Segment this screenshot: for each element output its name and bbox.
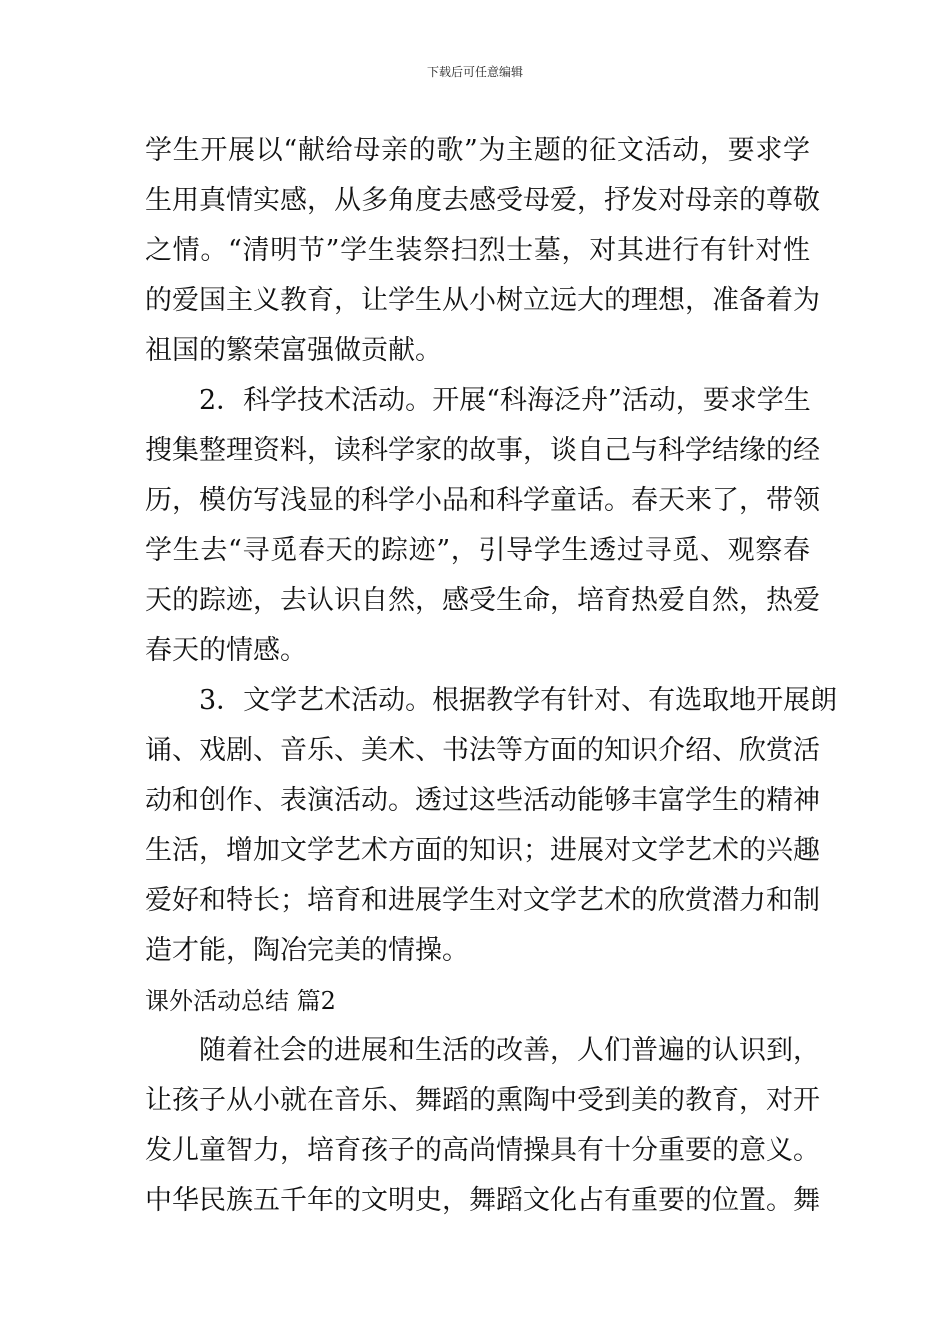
text-line: 学生去“寻觅春天的踪迹”，引导学生透过寻觅、观察春 xyxy=(145,535,810,566)
document-body xyxy=(145,126,838,1226)
text-line: 诵、戏剧、音乐、美术、书法等方面的知识介绍、欣赏活 xyxy=(145,735,820,766)
download-note: 下载后可任意编辑 xyxy=(426,65,523,79)
text-line: 之情。“清明节”学生装祭扫烈士墓，对其进行有针对性 xyxy=(145,235,810,266)
text-line: 让孩子从小就在音乐、舞蹈的熏陶中受到美的教育，对开 xyxy=(145,1085,820,1116)
text-line: 3．文学艺术活动。根据教学有针对、有选取地开展朗 xyxy=(199,685,838,716)
text-line: 天的踪迹，去认识自然，感受生命，培育热爱自然，热爱 xyxy=(145,585,820,616)
text-line: 搜集整理资料，读科学家的故事，谈自己与科学结缘的经 xyxy=(145,435,820,466)
text-line: 生用真情实感，从多角度去感受母爱，抒发对母亲的尊敬 xyxy=(145,185,820,216)
text-line: 春天的情感。 xyxy=(145,635,307,666)
text-line: 造才能，陶冶完美的情操。 xyxy=(145,935,469,966)
text-line: 生活，增加文学艺术方面的知识；进展对文学艺术的兴趣 xyxy=(145,835,820,866)
text-line: 学生开展以“献给母亲的歌”为主题的征文活动，要求学 xyxy=(145,135,810,166)
text-line: 随着社会的进展和生活的改善，人们普遍的认识到， xyxy=(199,1035,820,1066)
text-line: 2．科学技术活动。开展“科海泛舟”活动，要求学生 xyxy=(199,385,811,416)
text-line: 历，模仿写浅显的科学小品和科学童话。春天来了，带领 xyxy=(145,485,820,516)
text-line: 祖国的繁荣富强做贡献。 xyxy=(145,335,442,366)
section-title: 课外活动总结 篇2 xyxy=(145,987,336,1015)
text-line: 爱好和特长；培育和进展学生对文学艺术的欣赏潜力和制 xyxy=(145,885,820,916)
text-line: 发儿童智力，培育孩子的高尚情操具有十分重要的意义。 xyxy=(145,1135,820,1166)
text-line: 的爱国主义教育，让学生从小树立远大的理想，准备着为 xyxy=(145,285,820,316)
text-line: 动和创作、表演活动。透过这些活动能够丰富学生的精神 xyxy=(145,785,820,816)
text-line: 中华民族五千年的文明史，舞蹈文化占有重要的位置。舞 xyxy=(145,1185,820,1216)
